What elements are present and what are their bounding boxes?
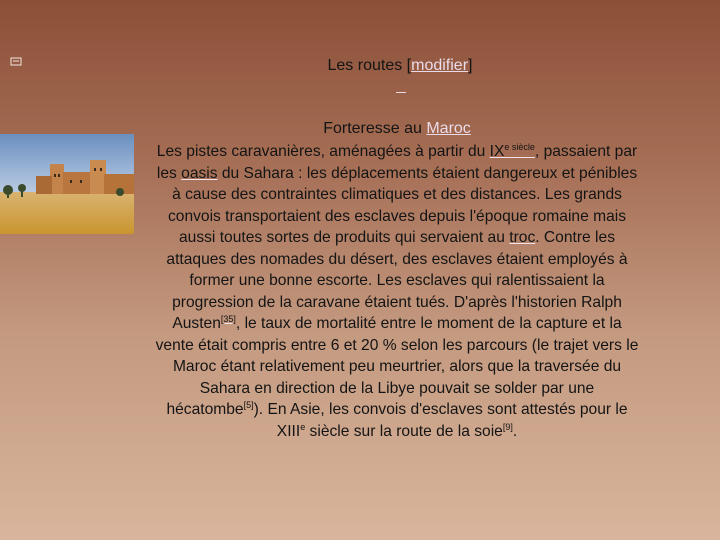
century-ix-link[interactable] bbox=[490, 143, 535, 160]
paragraph-text: , passaient par les bbox=[156, 143, 638, 182]
section-title: Les routes bbox=[327, 57, 403, 74]
century-ix-label: IX bbox=[489, 143, 505, 160]
oasis-link[interactable]: oasis bbox=[181, 164, 218, 182]
edit-bracket-close: ] bbox=[468, 57, 473, 74]
paragraph-text: . bbox=[512, 422, 518, 440]
paragraph-text: ). En Asie, les convois d'esclaves sont attestés pour le XIII bbox=[253, 401, 628, 440]
edit-link[interactable]: modifier bbox=[411, 57, 469, 74]
century-xiii-sup: e bbox=[300, 421, 306, 432]
article-paragraph bbox=[152, 141, 642, 442]
paragraph-text: du Sahara : les déplacements étaient dangereux et pénibles à cause des contraintes climatiques et des distances. Les grands convois transportaient des esclaves depuis l'époque romaine mais aussi toutes sortes de produits qui servaient au bbox=[167, 164, 638, 246]
paragraph-text: . Contre les attaques des nomades du désert, des esclaves étaient employés à former une bonne escorte. Les esclaves qui ralentissaient la progression de la caravane étaient tués. D'après l'historien Ralph Austen bbox=[166, 229, 628, 332]
century-ix-sup: e siècle bbox=[504, 142, 535, 152]
edit-bracket-open: [ bbox=[406, 57, 412, 74]
citation-5[interactable]: [5] bbox=[243, 400, 254, 410]
troc-link[interactable]: troc bbox=[509, 229, 536, 246]
underscore-link[interactable] bbox=[396, 78, 406, 93]
paragraph-text: Les pistes caravanières, aménagées à partir du bbox=[156, 143, 490, 160]
maroc-link[interactable]: Maroc bbox=[426, 120, 471, 137]
section-heading bbox=[0, 57, 720, 75]
figure-caption bbox=[0, 119, 720, 139]
paragraph-text: siècle sur la route de la soie bbox=[305, 422, 503, 440]
citation-35[interactable]: [35] bbox=[220, 314, 236, 324]
fortress-image[interactable] bbox=[0, 134, 134, 234]
paragraph-text: , le taux de mortalité entre le moment de la capture et la vente était compris entre 6 et 20 % selon les parcours (le trajet vers le Maroc étant relativement peu meurtrier, alors que la traversée du Sahara en direction de la Libye pouvait se solder par une hécatombe bbox=[155, 315, 639, 418]
caption-text: Forteresse au bbox=[323, 120, 427, 137]
citation-9[interactable]: [9] bbox=[502, 421, 513, 432]
